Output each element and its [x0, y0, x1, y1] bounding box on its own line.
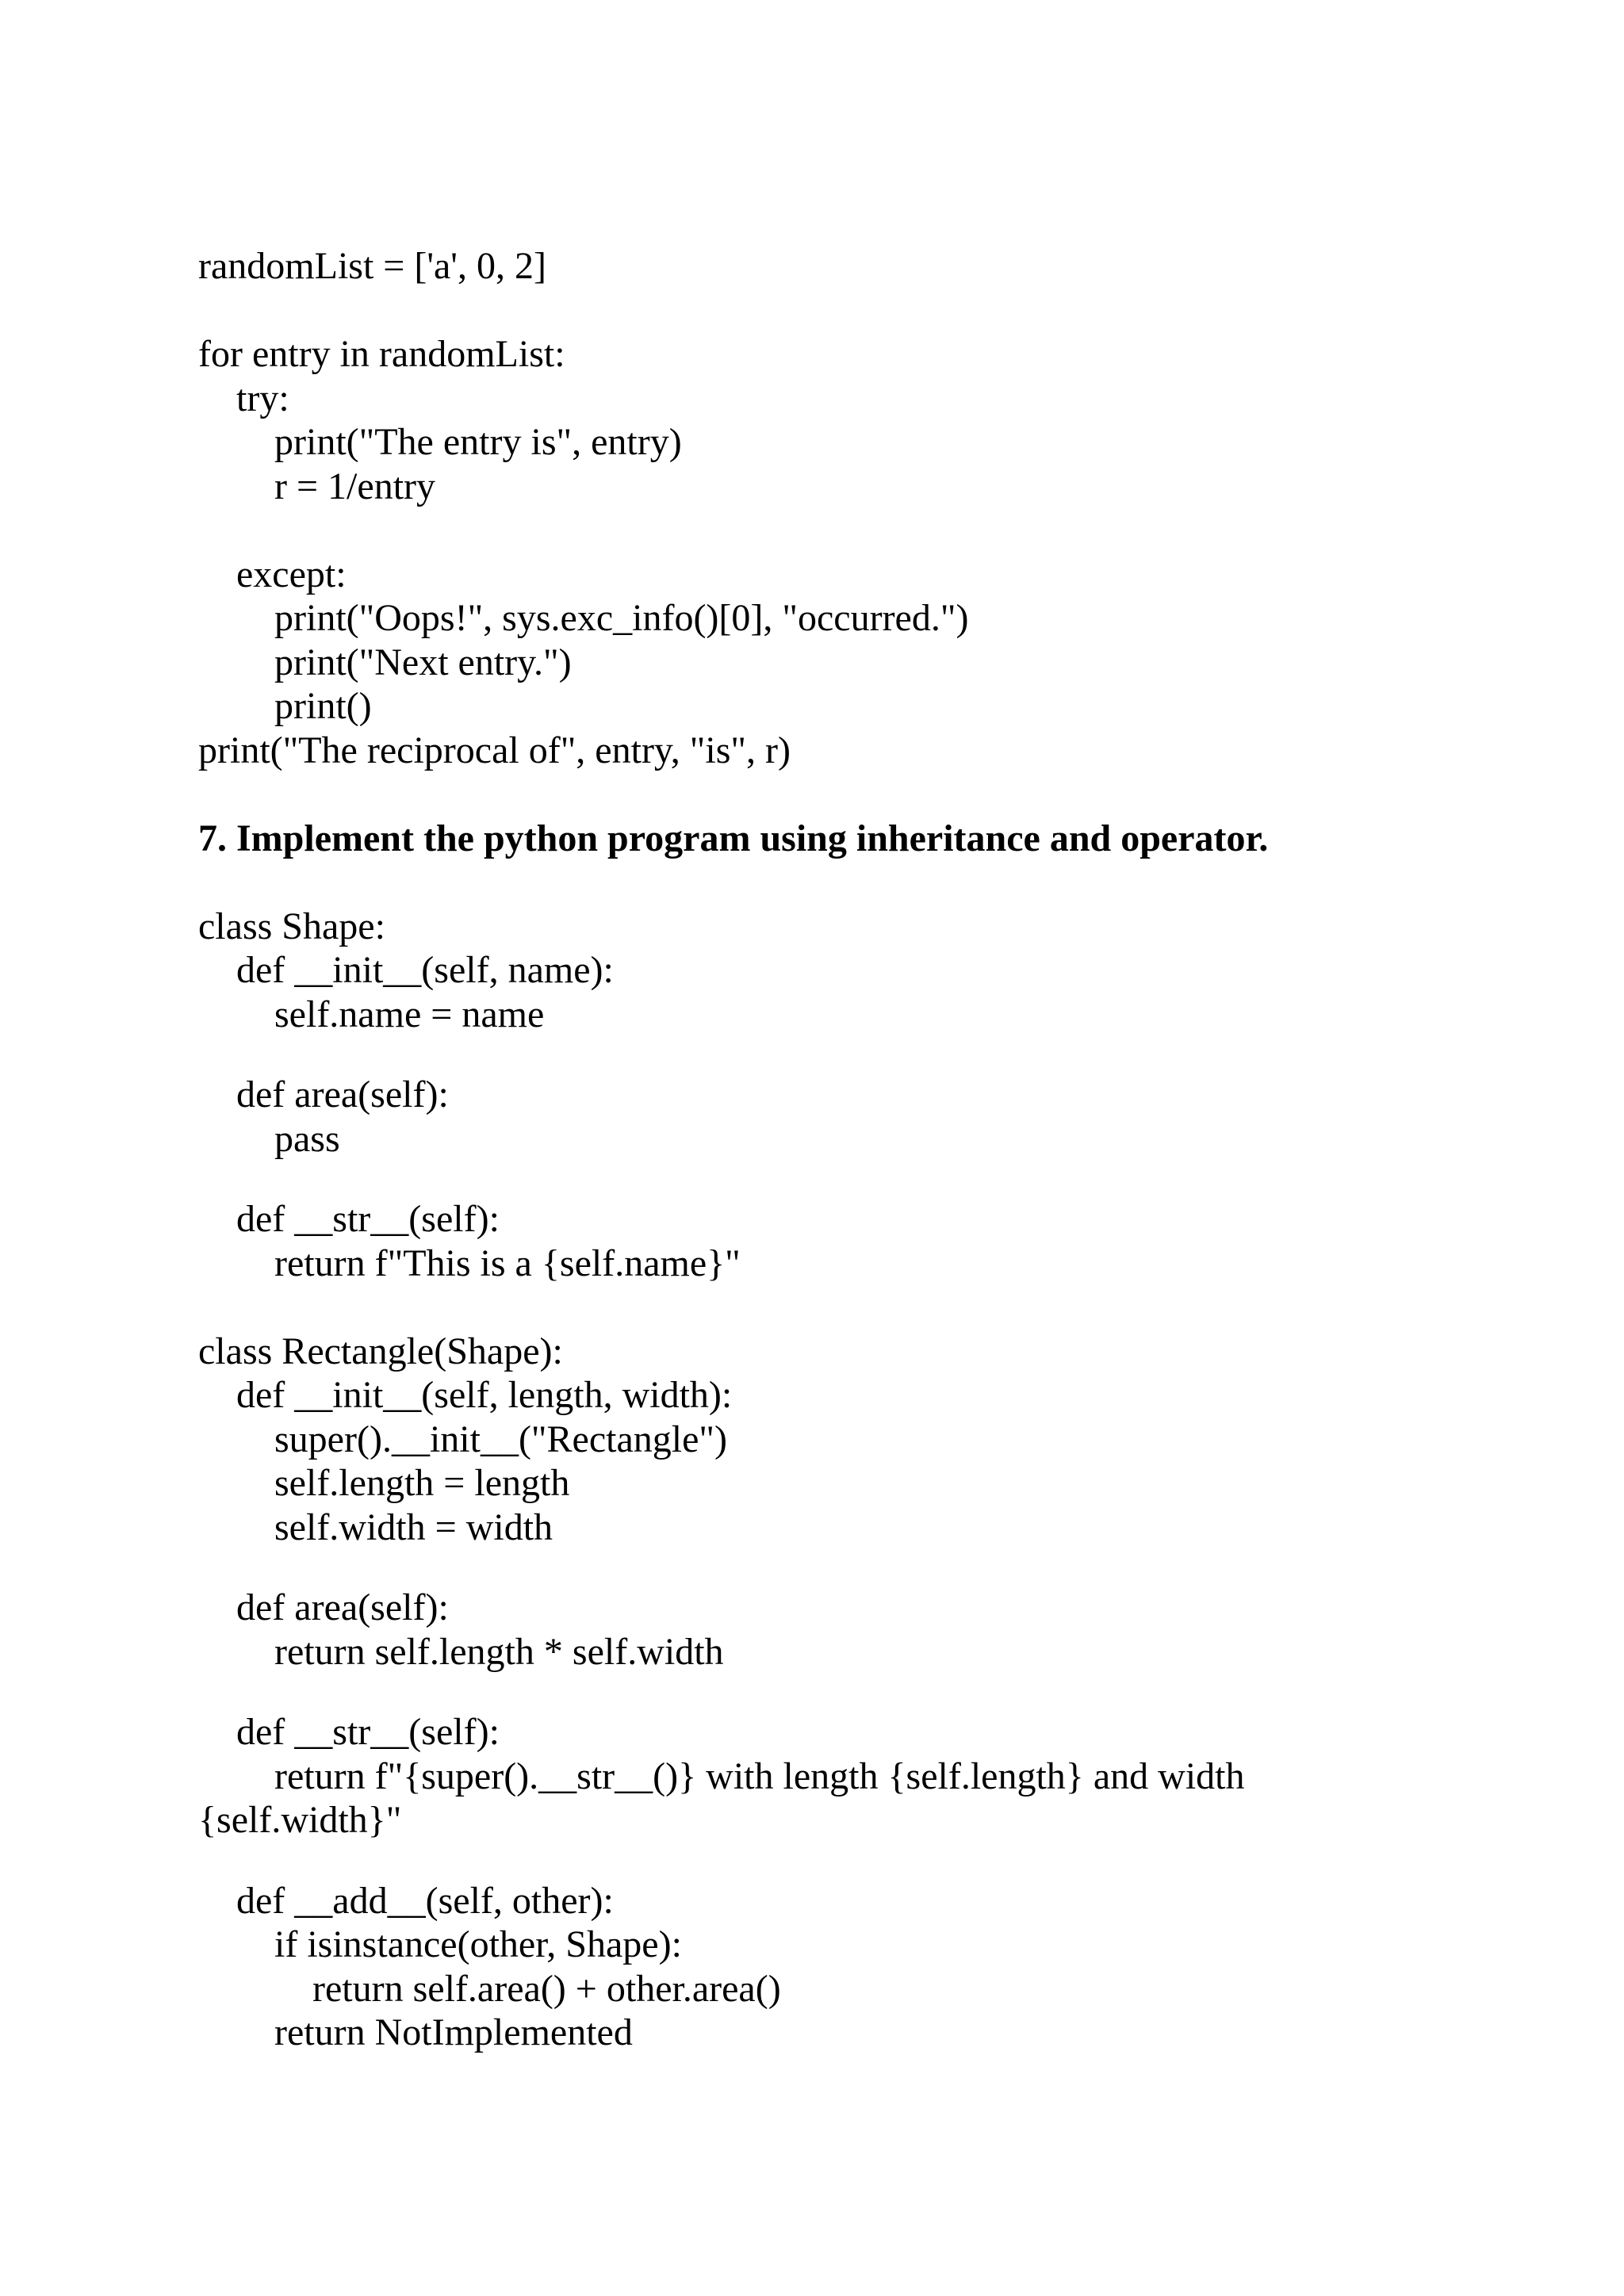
code-line: print("The reciprocal of", entry, "is", r)	[198, 729, 791, 771]
section-heading: 7. Implement the python program using inheritance and operator.	[198, 817, 1269, 859]
code-line: def area(self):	[236, 1073, 449, 1115]
blank-line	[198, 772, 1546, 817]
code-line: def __str__(self):	[236, 1711, 500, 1753]
code-line: pass	[274, 1117, 340, 1160]
code-line: r = 1/entry	[274, 465, 436, 507]
document-content	[198, 244, 1546, 2055]
code-line: class Rectangle(Shape):	[198, 1330, 563, 1372]
code-line: return self.area() + other.area()	[312, 1967, 781, 2010]
code-line: return f"{super().__str__()} with length {self.length} and width	[274, 1755, 1245, 1797]
code-line: self.width = width	[274, 1506, 553, 1548]
code-line: def __str__(self):	[236, 1198, 500, 1240]
code-line: class Shape:	[198, 905, 385, 947]
blank-line	[198, 860, 1546, 905]
code-line: print("The entry is", entry)	[274, 421, 682, 463]
blank-line	[198, 1843, 1546, 1879]
blank-line	[198, 1036, 1546, 1073]
code-line: try:	[236, 377, 289, 419]
code-line: def __init__(self, length, width):	[236, 1374, 733, 1416]
blank-line	[198, 1674, 1546, 1710]
code-line: print()	[274, 685, 372, 727]
code-line: return f"This is a {self.name}"	[274, 1242, 741, 1284]
code-line: def __add__(self, other):	[236, 1879, 614, 1922]
code-line: print("Next entry.")	[274, 641, 572, 683]
code-line: randomList = ['a', 0, 2]	[198, 245, 546, 287]
blank-line	[198, 1549, 1546, 1586]
code-line: def __init__(self, name):	[236, 949, 614, 991]
code-line: if isinstance(other, Shape):	[274, 1923, 682, 1965]
blank-line	[198, 289, 1546, 333]
blank-line	[198, 1285, 1546, 1330]
blank-line	[198, 508, 1546, 553]
code-line: print("Oops!", sys.exc_info()[0], "occurred.")	[274, 597, 969, 639]
code-line: self.name = name	[274, 993, 545, 1035]
code-line: return NotImplemented	[274, 2011, 633, 2053]
code-line: return self.length * self.width	[274, 1630, 724, 1673]
code-line: super().__init__("Rectangle")	[274, 1418, 728, 1460]
code-line: {self.width}"	[198, 1799, 402, 1841]
code-line: self.length = length	[274, 1462, 570, 1504]
code-line: for entry in randomList:	[198, 333, 565, 375]
blank-line	[198, 1161, 1546, 1197]
code-line: except:	[236, 553, 347, 595]
code-line: def area(self):	[236, 1586, 449, 1628]
